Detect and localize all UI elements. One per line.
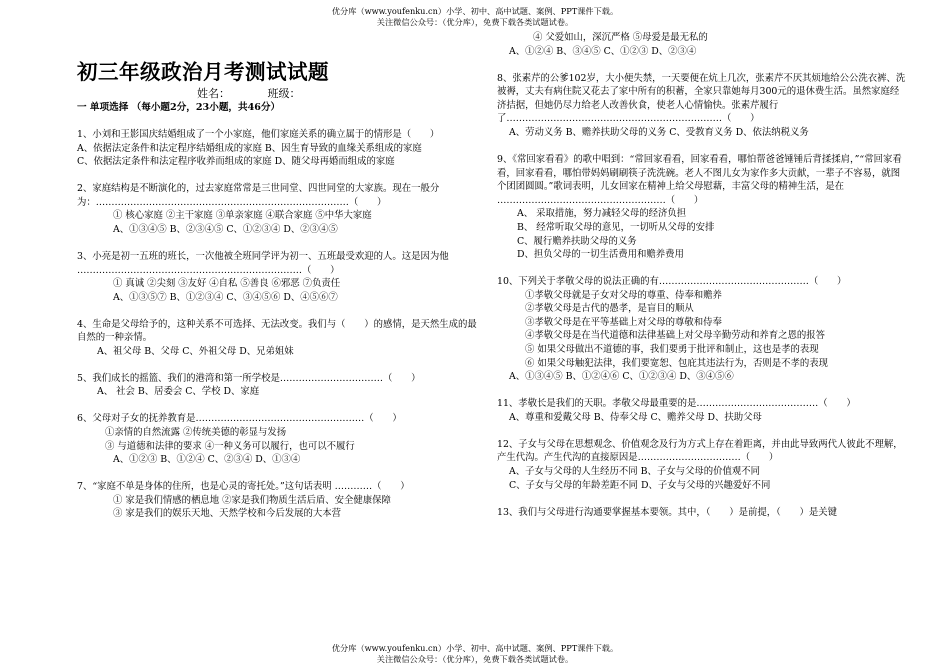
question-7-item-3: ④ 父爱如山，深沉严格 ⑤母爱是最无私的 xyxy=(533,32,708,43)
question-7-item-2: ③ 家是我们的娱乐天地、天然学校和今后发展的大本营 xyxy=(113,508,341,520)
question-5-options: A、 社会 B、居委会 C、学校 D、家庭 xyxy=(97,386,260,398)
name-label: 姓名： xyxy=(197,87,230,100)
question-11 xyxy=(497,397,907,424)
question-7-item-1: ① 家是我们情感的栖息地 ②家是我们物质生活后盾、安全健康保障 xyxy=(113,494,391,506)
question-5 xyxy=(77,372,482,399)
left-questions xyxy=(77,128,482,521)
question-2 xyxy=(77,182,482,236)
question-6-item-1: ①亲情的自然流露 ②传统美德的彰显与发扬 xyxy=(105,427,287,439)
question-4-options: A、祖父母 B、父母 C、外祖父母 D、兄弟姐妹 xyxy=(97,345,294,357)
question-6-options: A、①②③ B、①②④ C、②③④ D、①③④ xyxy=(113,454,301,466)
question-10 xyxy=(497,275,907,384)
question-2-stem: 2、家庭结构是不断演化的，过去家庭常常是三世同堂、四世同堂的大家族。现在一般分为：………………………………………………………………………（ ） xyxy=(77,183,440,208)
question-2-options: A、①③④⑤ B、②③④⑤ C、①②③④ D、②③④⑤ xyxy=(113,223,338,235)
page-header xyxy=(0,6,950,28)
exam-title: 初三年级政治月考测试试题 xyxy=(77,60,329,84)
question-4-stem: 4、生命是父母给予的，这种关系不可选择、无法改变。我们与（ ）的感情，是天然生成的最自然的一种亲情。 xyxy=(77,318,477,344)
question-9-option-a: A、 采取措施，努力减轻父母的经济负担 xyxy=(517,208,687,220)
question-11-options: A、尊重和爱戴父母 B、侍奉父母 C、赡养父母 D、扶助父母 xyxy=(509,411,762,423)
question-9-option-c: C、履行赡养扶助父母的义务 xyxy=(517,235,637,247)
question-9-option-b: B、 经常听取父母的意见，一切听从父母的安排 xyxy=(517,221,715,233)
header-line-2: 关注微信公众号：（优分库），免费下载各类试题试卷。 xyxy=(376,17,574,27)
section-heading: 一 单项选择 （每小题2分，23小题，共46分） xyxy=(77,102,281,113)
question-1-options-ab: A、依据法定条件和法定程序结婚组成的家庭 B、因生育导致的血缘关系组成的家庭 xyxy=(77,142,422,154)
question-12-options-ab: A、子女与父母的人生经历不同 B、子女与父母的价值观不同 xyxy=(509,465,761,477)
question-10-item-5: ⑤ 如果父母做出不道德的事，我们要勇于批评和制止，这也是孝的表现 xyxy=(525,344,819,356)
question-5-stem: 5、我们成长的摇篮、我们的港湾和第一所学校是……………………………（ ） xyxy=(77,372,421,384)
question-12-stem: 12、子女与父母在思想观念、价值观念及行为方式上存在着距离，并由此导致两代人彼此不理解，产生代沟。产生代沟的直接原因是……………………………（ ） xyxy=(497,438,903,464)
class-label: 班级： xyxy=(267,87,301,100)
question-9-option-d: D、担负父母的一切生活费用和赡养费用 xyxy=(517,249,684,261)
question-6-stem: 6、父母对子女的抚养教育是………………………………………………（ ） xyxy=(77,413,402,425)
question-7-continued xyxy=(497,31,907,58)
question-1-stem: 1、小刘和王影国庆结婚组成了一个小家庭，他们家庭关系的确立属于的情形是（ ） xyxy=(77,129,440,140)
question-6-item-2: ③ 与道德和法律的要求 ④一种义务可以履行，也可以不履行 xyxy=(105,440,355,452)
question-10-item-6: ⑥ 如果父母触犯法律，我们要宽恕、包庇其违法行为，否则是不孝的表现 xyxy=(525,357,828,369)
question-2-items: ① 核心家庭 ②主干家庭 ③单亲家庭 ④联合家庭 ⑤中华大家庭 xyxy=(113,210,372,222)
footer-line-1: 优分库（www.youfenku.cn）小学、初中、高中试题、案例、PPT课件下载。 xyxy=(331,643,619,653)
header-line-1: 优分库（www.youfenku.cn）小学、初中、高中试题、案例、PPT课件下载。 xyxy=(331,6,619,16)
page-footer xyxy=(0,643,950,665)
question-8-options: A、劳动义务 B、赡养扶助父母的义务 C、受教育义务 D、依法纳税义务 xyxy=(509,126,809,138)
question-3 xyxy=(77,250,482,304)
question-10-item-3: ③孝敬父母是在平等基础上对父母的尊敬和侍奉 xyxy=(525,316,722,328)
student-info-row xyxy=(197,87,335,101)
question-10-stem: 10、下列关于孝敬父母的说法正确的有…………………………………………（ ） xyxy=(497,276,847,288)
question-7-stem: 7、“家庭不单是身体的住所，也是心灵的寄托处。”这句话表明 …………（ ） xyxy=(77,481,410,493)
footer-line-2: 关注微信公众号：（优分库），免费下载各类试题试卷。 xyxy=(376,654,574,664)
question-10-options: A、①③④⑤ B、①②④⑥ C、①②③④ D、③④⑤⑥ xyxy=(509,371,734,383)
question-12 xyxy=(497,438,907,492)
question-8 xyxy=(497,72,907,140)
question-1 xyxy=(77,128,482,169)
question-1-options-cd: C、依据法定条件和法定程序收养而组成的家庭 D、随父母再婚而组成的家庭 xyxy=(77,156,395,168)
question-3-options: A、①③⑤⑦ B、①②③④ C、③④⑤⑥ D、④⑤⑥⑦ xyxy=(113,291,338,303)
question-4 xyxy=(77,318,482,359)
right-questions xyxy=(497,31,907,519)
question-13 xyxy=(497,506,907,520)
question-8-stem: 8、张素芹的公爹102岁，大小便失禁，一天要便在炕上几次，张素芹不厌其烦地给公公洗衣裤、洗被褥，丈夫有病住院又花去了家中所有的积蓄，全家只靠她每月300元的退休费生活。虽然家庭经济拮据，但她仍尽力给老人改善伙食，使老人心情愉快。张素芹履行了……………………………………………………………（ ） xyxy=(497,72,906,125)
question-10-item-4: ④孝敬父母是在当代道德和法律基础上对父母辛勤劳动和养育之恩的报答 xyxy=(525,330,826,342)
question-11-stem: 11、孝敬长是我们的天职。孝敬父母最重要的是…………………………………（ ） xyxy=(497,398,856,410)
question-6 xyxy=(77,412,482,466)
question-3-items: ① 真诚 ②尖刻 ③友好 ④自私 ⑤善良 ⑥邪恶 ⑦负责任 xyxy=(113,278,341,290)
question-13-stem: 13、我们与父母进行沟通要掌握基本要领。其中，（ ）是前提，（ ）是关键 xyxy=(497,506,838,518)
question-9 xyxy=(497,153,907,262)
question-10-item-1: ①孝敬父母就是子女对父母的尊重、侍奉和赡养 xyxy=(525,289,722,301)
question-7 xyxy=(77,480,482,521)
question-7-options: A、①②④ B、③④⑤ C、①②③ D、②③④ xyxy=(509,45,697,57)
question-9-stem: 9、《常回家看看》的歌中唱到：“常回家看看，回家看看，哪怕帮爸爸锤锤后背揉揉肩，”“常回家看看，回家看看，哪怕带妈妈刷刷筷子洗洗碗。老人不图儿女为家作多大贡献，一辈子不容易，就图个团团圆圆。”歌词表明，儿女回家在精神上给父母慰藉，丰富父母的精神生活，是在 ………………………………………………（ ） xyxy=(497,153,902,206)
question-10-item-2: ②孝敬父母是古代的愚孝，是盲目的顺从 xyxy=(525,303,694,315)
question-12-options-cd: C、子女与父母的年龄差距不同 D、子女与父母的兴趣爱好不同 xyxy=(509,479,771,491)
question-3-stem: 3、小亮是初一五班的班长，一次他被全班同学评为初一、五班最受欢迎的人。这是因为他 ………………………………………………………………（ ） xyxy=(77,250,449,276)
